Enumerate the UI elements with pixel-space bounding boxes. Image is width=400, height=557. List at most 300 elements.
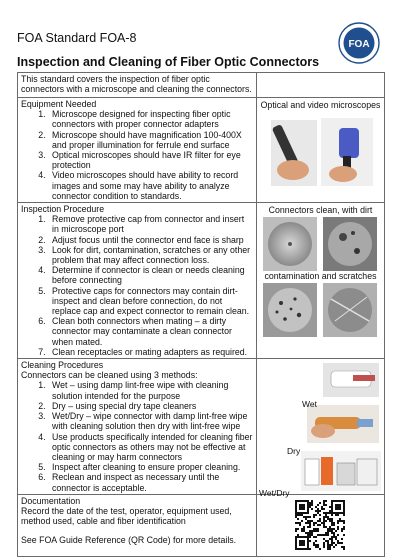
qr-module [297, 536, 299, 538]
cleaning-list [21, 380, 253, 492]
qr-module [327, 546, 329, 548]
qr-module [323, 538, 325, 540]
list-item: 1. Microscope designed for inspecting fiber optic connectors with proper connector adapters [48, 109, 253, 129]
qr-module [327, 516, 329, 518]
qr-module [317, 520, 319, 522]
qr-module [331, 532, 333, 534]
label-wet: Wet [302, 399, 317, 410]
qr-module [331, 538, 333, 540]
qr-module [335, 508, 337, 510]
qr-module [341, 512, 343, 514]
qr-module [307, 522, 309, 524]
qr-module [311, 504, 313, 506]
list-item: 3. Wet/Dry – wipe connector with damp lint-free wipe with cleaning solution then dry with lint-free wipe [48, 411, 253, 431]
qr-module [297, 514, 299, 516]
qr-module [323, 502, 325, 504]
equipment-cell [18, 98, 257, 203]
qr-module [343, 504, 345, 506]
qr-module [323, 520, 325, 522]
qr-module [313, 516, 315, 518]
qr-module [319, 514, 321, 516]
cleaning-row [18, 359, 385, 495]
qr-module [309, 540, 311, 542]
qr-module [335, 538, 337, 540]
qr-module [333, 546, 335, 548]
qr-module [319, 524, 321, 526]
qr-module [297, 512, 299, 514]
qr-module [301, 514, 303, 516]
qr-module [317, 534, 319, 536]
qr-module [313, 542, 315, 544]
qr-module [309, 520, 311, 522]
qr-module [323, 500, 325, 502]
qr-module [327, 512, 329, 514]
qr-module [343, 514, 345, 516]
list-item: 2. Dry – using special dry tape cleaners [48, 401, 253, 411]
connector-endface-photos-top [257, 215, 383, 271]
qr-module [331, 544, 333, 546]
qr-module [303, 504, 305, 506]
qr-module [297, 534, 299, 536]
qr-module [331, 508, 333, 510]
qr-module [301, 520, 303, 522]
qr-module [327, 532, 329, 534]
qr-module [295, 538, 297, 540]
qr-module [341, 538, 343, 540]
label-dry: Dry [287, 446, 301, 457]
qr-module [327, 518, 329, 520]
qr-module [337, 504, 339, 506]
inspection-cell [18, 203, 257, 359]
qr-module [329, 506, 331, 508]
qr-module [307, 534, 309, 536]
qr-module [299, 542, 301, 544]
qr-module [309, 506, 311, 508]
qr-module [323, 542, 325, 544]
qr-module [339, 512, 341, 514]
qr-module [323, 522, 325, 524]
qr-module [317, 546, 319, 548]
qr-module [331, 506, 333, 508]
qr-module [307, 520, 309, 522]
qr-module [305, 532, 307, 534]
list-item: 5. Inspect after cleaning to ensure proper cleaning. [48, 462, 253, 472]
qr-module [309, 534, 311, 536]
list-item: 3. Optical microscopes should have IR filter for eye protection [48, 150, 253, 170]
list-item: 2. Adjust focus until the connector end face is sharp [48, 235, 253, 245]
qr-module [339, 506, 341, 508]
qr-module [295, 528, 297, 530]
qr-module [305, 548, 307, 550]
qr-module [333, 536, 335, 538]
qr-module [325, 504, 327, 506]
qr-module [303, 530, 305, 532]
qr-module [319, 534, 321, 536]
qr-module [335, 514, 337, 516]
qr-module [303, 528, 305, 530]
qr-module [343, 548, 345, 550]
qr-module [299, 500, 301, 502]
qr-module [295, 548, 297, 550]
qr-module [329, 528, 331, 530]
qr-module [321, 506, 323, 508]
cleaning-methods-photos [257, 359, 383, 493]
list-item: 4. Video microscopes should have ability to record images and some may have ability to analyze connector condition to standards. [48, 170, 253, 201]
qr-module [323, 516, 325, 518]
qr-module [327, 534, 329, 536]
qr-module [331, 518, 333, 520]
microscopes-photo [257, 110, 383, 190]
qr-module [295, 522, 297, 524]
list-item: 2. Microscope should have magnification 100-400X and proper illumination for ferrule end surface [48, 130, 253, 150]
qr-module [337, 526, 339, 528]
qr-module [341, 530, 343, 532]
qr-module [301, 548, 303, 550]
qr-module [301, 536, 303, 538]
qr-module [329, 544, 331, 546]
documentation-text: Record the date of the test, operator, equipment used, method used, cable and fiber identification [21, 505, 232, 527]
qr-module [337, 528, 339, 530]
qr-module [297, 500, 299, 502]
qr-module [323, 534, 325, 536]
qr-module [309, 522, 311, 524]
qr-module [337, 520, 339, 522]
qr-module [339, 542, 341, 544]
qr-module [305, 516, 307, 518]
qr-module [299, 514, 301, 516]
qr-module [323, 524, 325, 526]
qr-module [329, 526, 331, 528]
qr-module [303, 516, 305, 518]
qr-module [307, 526, 309, 528]
qr-module [299, 544, 301, 546]
qr-module [339, 518, 341, 520]
qr-module [295, 508, 297, 510]
qr-module [295, 516, 297, 518]
qr-module [299, 548, 301, 550]
qr-module [315, 546, 317, 548]
qr-module [323, 512, 325, 514]
qr-module [307, 504, 309, 506]
standard-table [17, 72, 385, 557]
qr-module [307, 548, 309, 550]
qr-module [301, 530, 303, 532]
qr-module [311, 532, 313, 534]
qr-module [337, 522, 339, 524]
qr-module [303, 542, 305, 544]
qr-module [331, 504, 333, 506]
qr-module [309, 526, 311, 528]
qr-module [305, 518, 307, 520]
cleaning-title: Cleaning Procedures [21, 360, 104, 371]
qr-module [311, 502, 313, 504]
qr-module [295, 540, 297, 542]
qr-code[interactable] [257, 495, 383, 555]
qr-module [323, 526, 325, 528]
qr-module [331, 524, 333, 526]
qr-module [295, 500, 297, 502]
foa-logo [338, 22, 380, 64]
qr-module [343, 534, 345, 536]
qr-module [325, 534, 327, 536]
qr-module [333, 532, 335, 534]
qr-module [341, 520, 343, 522]
qr-cell [257, 494, 385, 556]
qr-module [343, 526, 345, 528]
qr-module [299, 524, 301, 526]
list-item: 1. Remove protective cap from connector and insert in microscope port [48, 214, 253, 234]
qr-module [341, 528, 343, 530]
documentation-title: Documentation [21, 495, 81, 506]
qr-module [307, 508, 309, 510]
qr-module [307, 538, 309, 540]
qr-module [317, 524, 319, 526]
inspection-row [18, 203, 385, 359]
qr-module [329, 548, 331, 550]
qr-module [327, 528, 329, 530]
qr-module [341, 542, 343, 544]
qr-module [311, 530, 313, 532]
qr-module [331, 514, 333, 516]
qr-module [295, 514, 297, 516]
qr-module [337, 540, 339, 542]
qr-module [299, 536, 301, 538]
qr-module [303, 544, 305, 546]
documentation-reference: See FOA Guide Reference (QR Code) for more details. [21, 535, 237, 546]
qr-module [301, 542, 303, 544]
qr-module [325, 526, 327, 528]
qr-module [309, 532, 311, 534]
qr-module [297, 548, 299, 550]
qr-module [341, 500, 343, 502]
qr-module [309, 536, 311, 538]
qr-module [343, 510, 345, 512]
qr-module [295, 510, 297, 512]
qr-module [311, 520, 313, 522]
equipment-image-cell [257, 98, 385, 203]
qr-module [331, 528, 333, 530]
qr-module [315, 540, 317, 542]
qr-module [325, 540, 327, 542]
inspection-caption-top: Connectors clean, with dirt [268, 205, 373, 216]
qr-module [329, 530, 331, 532]
qr-module [317, 510, 319, 512]
qr-module [317, 530, 319, 532]
qr-module [313, 544, 315, 546]
label-wet-dry: Wet/Dry [259, 488, 290, 499]
qr-module [295, 536, 297, 538]
equipment-list [21, 109, 253, 201]
qr-module [325, 520, 327, 522]
qr-module [315, 536, 317, 538]
qr-module [319, 520, 321, 522]
qr-module [343, 528, 345, 530]
qr-module [323, 518, 325, 520]
qr-module [335, 512, 337, 514]
qr-module [301, 508, 303, 510]
qr-module [311, 500, 313, 502]
qr-module [299, 508, 301, 510]
qr-module [319, 518, 321, 520]
qr-module [321, 508, 323, 510]
intro-empty-cell [257, 73, 385, 98]
documentation-row [18, 494, 385, 556]
qr-module [327, 548, 329, 550]
qr-module [319, 502, 321, 504]
qr-module [295, 544, 297, 546]
logo-text: FOA [348, 39, 370, 50]
qr-module [309, 502, 311, 504]
qr-module [327, 544, 329, 546]
qr-module [329, 546, 331, 548]
qr-module [331, 520, 333, 522]
qr-module [313, 514, 315, 516]
qr-module [303, 540, 305, 542]
inspection-list [21, 214, 253, 357]
qr-module [343, 522, 345, 524]
qr-module [313, 536, 315, 538]
qr-module [299, 540, 301, 542]
qr-module [343, 508, 345, 510]
qr-module [341, 546, 343, 548]
qr-module [305, 500, 307, 502]
qr-module [337, 534, 339, 536]
qr-module [305, 522, 307, 524]
qr-module [317, 512, 319, 514]
qr-module [321, 522, 323, 524]
qr-module [343, 512, 345, 514]
qr-module [297, 518, 299, 520]
qr-module [339, 500, 341, 502]
qr-module [325, 532, 327, 534]
qr-module [297, 522, 299, 524]
qr-module [311, 534, 313, 536]
list-item: 5. Protective caps for connectors may contain dirt- inspect and clean before connection, do not replace cap and expect connector to remain clean. [48, 286, 253, 317]
qr-module [339, 508, 341, 510]
qr-module [303, 536, 305, 538]
qr-module [307, 536, 309, 538]
qr-module [319, 548, 321, 550]
qr-module [331, 522, 333, 524]
qr-module [313, 522, 315, 524]
qr-module [339, 504, 341, 506]
qr-module [307, 542, 309, 544]
qr-module [335, 504, 337, 506]
list-item: 4. Determine if connector is clean or needs cleaning before connecting [48, 265, 253, 285]
qr-module [335, 506, 337, 508]
qr-module [307, 540, 309, 542]
qr-module [327, 542, 329, 544]
qr-module [301, 504, 303, 506]
qr-module [301, 500, 303, 502]
qr-module [325, 514, 327, 516]
qr-module [297, 528, 299, 530]
qr-module [307, 512, 309, 514]
qr-module [329, 538, 331, 540]
qr-module [315, 506, 317, 508]
qr-module [309, 524, 311, 526]
intro-text: This standard covers the inspection of fiber optic connectors with a microscope and cleaning the connectors. [18, 73, 257, 98]
qr-module [295, 504, 297, 506]
qr-module [303, 500, 305, 502]
qr-module [315, 514, 317, 516]
qr-module [303, 508, 305, 510]
qr-module [329, 518, 331, 520]
qr-module [295, 546, 297, 548]
qr-module [295, 512, 297, 514]
qr-module [333, 522, 335, 524]
qr-module [305, 536, 307, 538]
qr-module [343, 500, 345, 502]
qr-module [323, 508, 325, 510]
qr-module [333, 542, 335, 544]
qr-module [331, 502, 333, 504]
cleaning-image-cell [257, 359, 385, 499]
qr-module [331, 542, 333, 544]
qr-module [335, 530, 337, 532]
qr-module [329, 520, 331, 522]
qr-module [307, 510, 309, 512]
qr-module [295, 502, 297, 504]
list-item: 1. Wet – using damp lint-free wipe with cleaning solution intended for the purpose [48, 380, 253, 400]
qr-module [309, 504, 311, 506]
qr-module [343, 502, 345, 504]
qr-module [323, 544, 325, 546]
qr-module [337, 500, 339, 502]
qr-module [339, 520, 341, 522]
qr-module [299, 512, 301, 514]
qr-module [307, 544, 309, 546]
qr-module [307, 502, 309, 504]
qr-module [333, 528, 335, 530]
list-item: 7. Clean receptacles or mating adapters as required. [48, 347, 253, 357]
connector-endface-photos-bottom [257, 281, 383, 339]
qr-module [331, 540, 333, 542]
qr-module [313, 524, 315, 526]
qr-module [315, 544, 317, 546]
documentation-cell [18, 494, 257, 556]
qr-module [337, 542, 339, 544]
intro-row [18, 73, 385, 98]
qr-module [307, 506, 309, 508]
qr-module [301, 528, 303, 530]
inspection-image-cell [257, 203, 385, 359]
qr-module [321, 534, 323, 536]
qr-module [309, 530, 311, 532]
qr-module [303, 506, 305, 508]
qr-module [299, 504, 301, 506]
qr-module [317, 528, 319, 530]
qr-module [337, 514, 339, 516]
qr-module [337, 512, 339, 514]
qr-module [343, 546, 345, 548]
qr-module [295, 530, 297, 532]
qr-module [295, 542, 297, 544]
qr-module [325, 512, 327, 514]
qr-module [337, 508, 339, 510]
list-item: 6. Clean both connectors when mating – a dirty connector may contaminate a clean connector when mated. [48, 316, 253, 347]
qr-module [333, 534, 335, 536]
equipment-title: Equipment Needed [21, 99, 97, 109]
qr-module [343, 506, 345, 508]
qr-module [299, 522, 301, 524]
qr-module [335, 544, 337, 546]
list-item: 3. Look for dirt, contamination, scratches or any other problem that may affect connection loss. [48, 245, 253, 265]
qr-module [305, 512, 307, 514]
qr-module [315, 522, 317, 524]
qr-module [327, 530, 329, 532]
qr-module [303, 526, 305, 528]
